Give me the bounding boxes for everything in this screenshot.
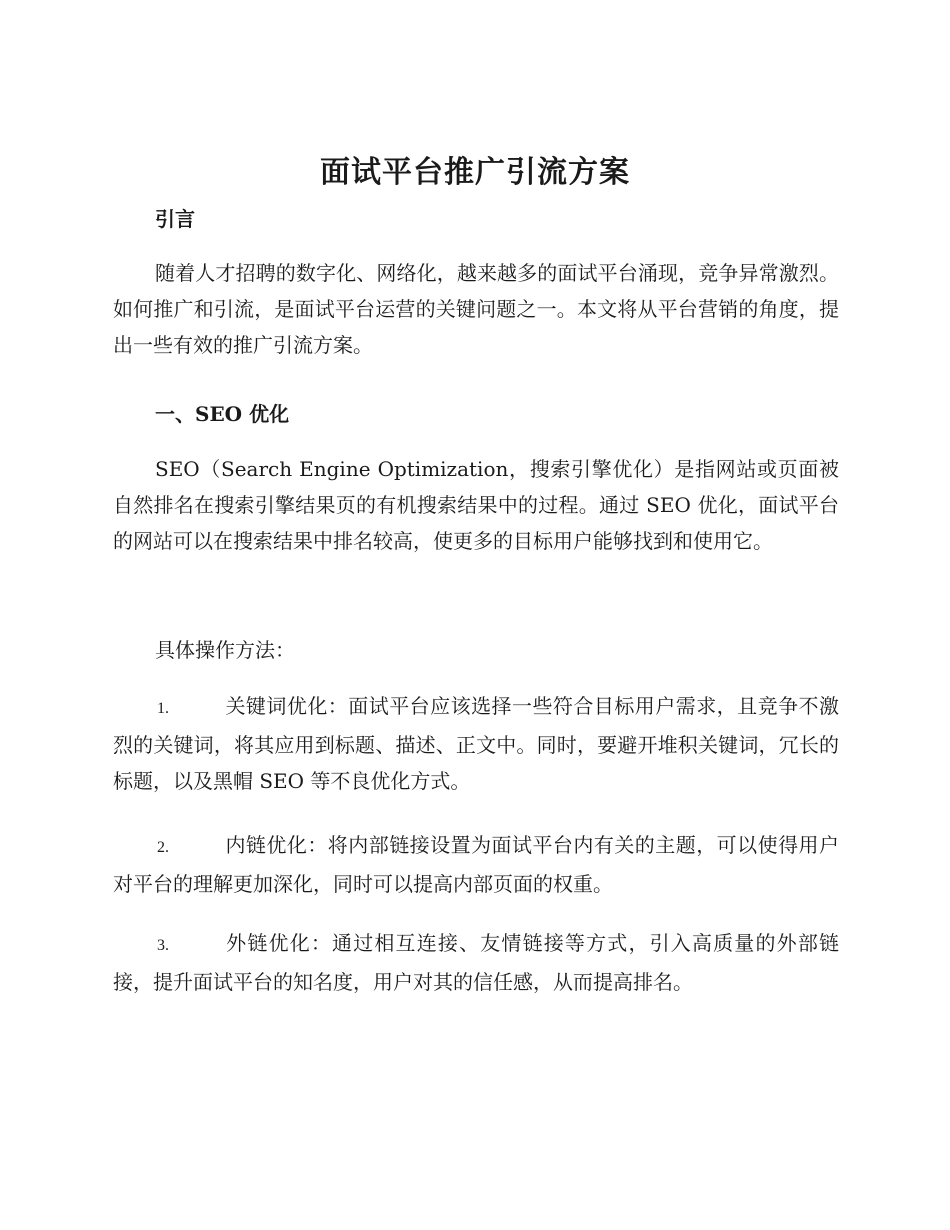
list-text: 关键词优化：面试平台应该选择一些符合目标用户需求，且竞争不激烈的关键词，将其应用到标题、描述、正文中。同时，要避开堆积关键词，冗长的标题，以及黑帽 SEO 等不良优化方式。 [113, 694, 839, 793]
document-title: 面试平台推广引流方案 [320, 155, 630, 190]
list-number: 1. [157, 700, 169, 717]
intro-paragraph: 随着人才招聘的数字化、网络化，越来越多的面试平台涌现，竞争异常激烈。如何推广和引流，是面试平台运营的关键问题之一。本文将从平台营销的角度，提出一些有效的推广引流方案。 [113, 261, 839, 357]
list-text: 外链优化：通过相互连接、友情链接等方式，引入高质量的外部链接，提升面试平台的知名度，用户对其的信任感，从而提高排名。 [113, 931, 839, 994]
seo-paragraph: SEO（Search Engine Optimization，搜索引擎优化）是指网站或页面被自然排名在搜索引擎结果页的有机搜索结果中的过程。通过 SEO 优化，面试平台的网站可以在搜索结果中排名较高，使更多的目标用户能够找到和使用它。 [113, 457, 839, 553]
list-item [113, 925, 839, 1000]
intro-heading: 引言 [155, 207, 195, 231]
list-item [113, 688, 839, 799]
list-item [113, 827, 839, 902]
list-number: 3. [157, 937, 169, 954]
list-text: 内链优化：将内部链接设置为面试平台内有关的主题，可以使得用户对平台的理解更加深化，同时可以提高内部页面的权重。 [113, 833, 839, 896]
seo-heading: 一、SEO 优化 [155, 402, 290, 426]
list-number: 2. [157, 839, 169, 856]
methods-label: 具体操作方法： [155, 638, 295, 662]
